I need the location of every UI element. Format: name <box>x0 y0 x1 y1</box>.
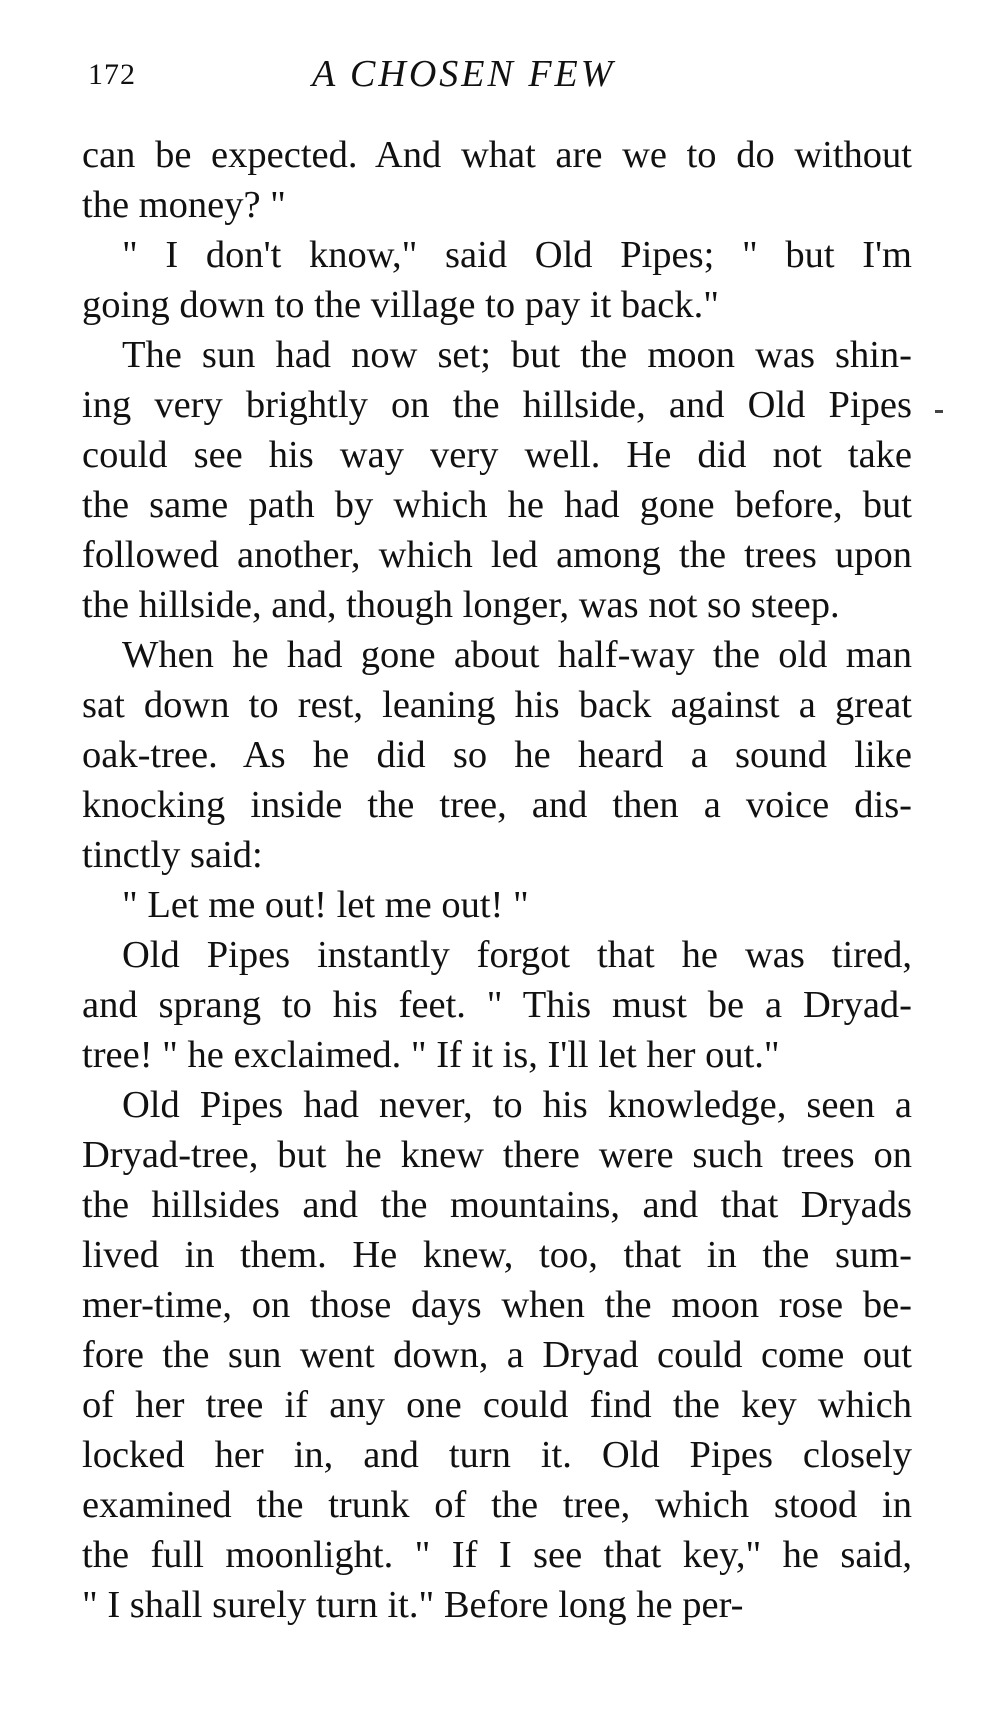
paragraph <box>82 230 912 330</box>
text-line: " Let me out! let me out! " <box>122 884 529 926</box>
text-line: oak-tree. As he did so he heard a sound like <box>82 734 912 776</box>
text-line: " I shall surely turn it." Before long he per- <box>82 1584 744 1626</box>
text-line: lived in them. He knew, too, that in the sum- <box>82 1234 912 1276</box>
body-text <box>82 130 912 1630</box>
text-line: of her tree if any one could find the key which <box>82 1384 912 1426</box>
text-line: can be expected. And what are we to do without <box>82 134 912 176</box>
text-line: Dryad-tree, but he knew there were such trees on <box>82 1134 912 1176</box>
text-line: tinctly said: <box>82 834 263 876</box>
text-line: knocking inside the tree, and then a voice dis- <box>82 784 912 826</box>
text-line: the hillsides and the mountains, and that Dryads <box>82 1184 912 1226</box>
text-line: going down to the village to pay it back." <box>82 284 719 326</box>
text-line: examined the trunk of the tree, which stood in <box>82 1484 912 1526</box>
page-number: 172 <box>88 58 136 91</box>
text-line: " I don't know," said Old Pipes; " but I'm <box>122 234 912 276</box>
page-header <box>82 52 912 102</box>
text-line: mer-time, on those days when the moon rose be- <box>82 1284 912 1326</box>
text-line: followed another, which led among the trees upon <box>82 534 912 576</box>
text-line: sat down to rest, leaning his back against a great <box>82 684 912 726</box>
paragraph <box>82 880 912 930</box>
text-line: ing very brightly on the hillside, and Old Pipes <box>82 384 912 426</box>
text-line: locked her in, and turn it. Old Pipes closely <box>82 1434 912 1476</box>
text-line: Old Pipes instantly forgot that he was tired, <box>122 934 912 976</box>
text-line: the money? " <box>82 184 286 226</box>
text-line: the full moonlight. " If I see that key," he said, <box>82 1534 912 1576</box>
paragraph <box>82 130 912 230</box>
text-line: and sprang to his feet. " This must be a Dryad- <box>82 984 912 1026</box>
paragraph <box>82 930 912 1080</box>
margin-mark <box>935 410 943 413</box>
text-line: The sun had now set; but the moon was shin- <box>122 334 912 376</box>
text-line: could see his way very well. He did not take <box>82 434 912 476</box>
paragraph <box>82 630 912 880</box>
text-line: Old Pipes had never, to his knowledge, seen a <box>122 1084 912 1126</box>
text-line: When he had gone about half-way the old man <box>122 634 912 676</box>
paragraph <box>82 1080 912 1630</box>
text-line: the hillside, and, though longer, was not so steep. <box>82 584 840 626</box>
running-head: A CHOSEN FEW <box>312 53 616 95</box>
paragraph <box>82 330 912 630</box>
text-line: tree! " he exclaimed. " If it is, I'll let her out." <box>82 1034 780 1076</box>
text-line: fore the sun went down, a Dryad could come out <box>82 1334 912 1376</box>
text-line: the same path by which he had gone before, but <box>82 484 912 526</box>
